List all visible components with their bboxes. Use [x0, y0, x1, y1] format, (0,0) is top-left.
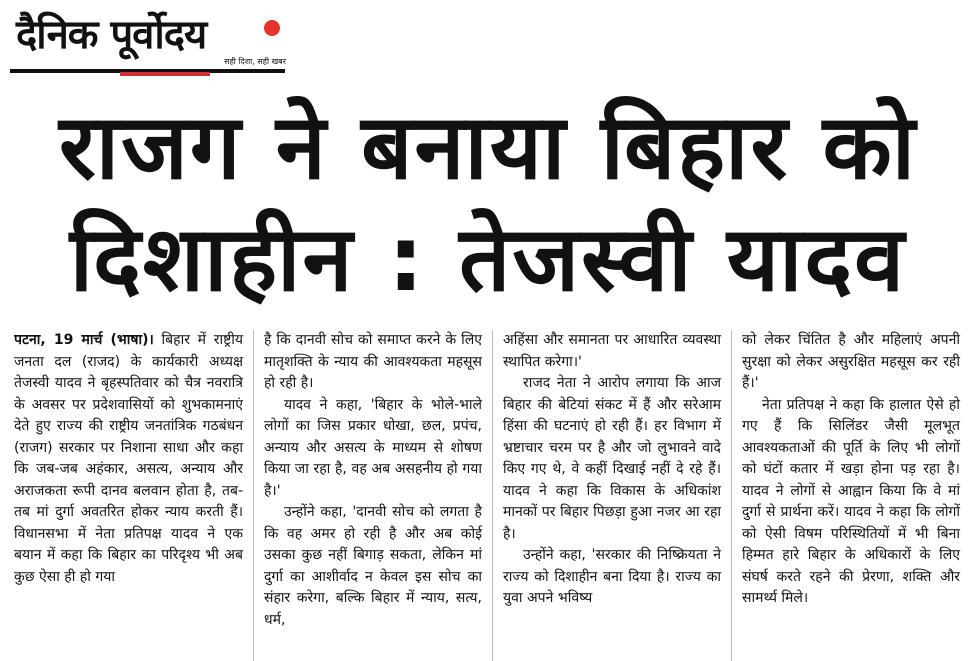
article-column-1 — [14, 330, 253, 661]
dateline: पटना, 19 मार्च (भाषा)। — [14, 332, 154, 348]
article-paragraph: अहिंसा और समानता पर आधारित व्यवस्था स्थापित करेगा।' — [503, 332, 721, 370]
masthead-accent-rule — [120, 72, 210, 76]
article-column-3 — [492, 330, 731, 661]
article-headline — [0, 92, 976, 316]
paragraph-text: बिहार में राष्ट्रीय जनता दल (राजद) के कार्यकारी अध्यक्ष तेजस्वी यादव ने बृहस्पतिवार को चैत्र नवरात्रि के अवसर पर प्रदेशवासियों को शुभकामनाएं देते हुए राज्य की राष्ट्रीय जनतांत्रिक गठबंधन (राजग) सरकार पर निशाना साधा और कहा कि जब-जब अहंकार, असत्य, अन्याय और अराजकता रूपी दानव बलवान होता है, तब-तब मां दुर्गा अवतरित होकर न्याय करती हैं। विधानसभा में नेता प्रतिपक्ष यादव ने एक बयान में कहा कि बिहार का परिदृश्य भी अब कुछ ऐसा ही हो गया — [14, 332, 243, 585]
article-column-4 — [731, 330, 970, 661]
headline-line-2: दिशाहीन : तेजस्वी यादव — [69, 207, 907, 312]
newspaper-logo: दैनिक पूर्वोदय — [16, 12, 207, 58]
article-body — [14, 330, 970, 661]
article-paragraph: नेता प्रतिपक्ष ने कहा कि हालात ऐसे हो गए हैं कि सिलिंडर जैसी मूलभूत आवश्यकताओं की पूर्ति के लिए भी लोगों को घंटों कतार में खड़ा होना पड़ रहा है। यादव ने लोगों से आह्वान किया कि वे मां दुर्गा से प्रार्थना करें। यादव ने कहा कि लोगों को ऐसी विषम परिस्थितियों में भी बिना हिम्मत हारे बिहार के अधिकारों के लिए संघर्ष करते रहने की प्रेरणा, शक्ति और सामर्थ्य मिले। — [742, 396, 960, 606]
newspaper-tagline: सही दिशा, सही खबर — [224, 57, 286, 66]
article-paragraph: यादव ने कहा, 'बिहार के भोले-भाले लोगों का जिस प्रकार धोखा, छल, प्रपंच, अन्याय और असत्य के माध्यम से शोषण किया जा रहा है, वह अब असहनीय हो गया है।' — [264, 396, 482, 499]
article-paragraph: राजद नेता ने आरोप लगाया कि आज बिहार की बेटियां संकट में हैं और सरेआम हिंसा की घटनाएं हो रही हैं। हर विभाग में भ्रष्टाचार चरम पर है और जो लुभावने वादे किए गए थे, वे कहीं दिखाई नहीं दे रहे हैं। यादव ने कहा कि विकास के अधिकांश मानकों पर बिहार पिछड़ा हुआ नजर आ रहा है। — [503, 375, 721, 542]
logo-red-dot-icon — [262, 18, 282, 38]
article-paragraph: है कि दानवी सोच को समाप्त करने के लिए मातृशक्ति के न्याय की आवश्यकता महसूस हो रही है। — [264, 332, 482, 391]
masthead — [10, 6, 290, 76]
article-paragraph: को लेकर चिंतित है और महिलाएं अपनी सुरक्षा को लेकर असुरक्षित महसूस कर रही हैं।' — [742, 332, 960, 391]
article-paragraph — [14, 330, 243, 588]
article-column-2 — [253, 330, 492, 661]
article-paragraph: उन्होंने कहा, 'सरकार की निष्क्रियता ने राज्य को दिशाहीन बना दिया है। राज्य का युवा अपने भविष्य — [503, 547, 721, 606]
article-paragraph: उन्होंने कहा, 'दानवी सोच को लगता है कि वह अमर हो रही है और अब कोई उसका कुछ नहीं बिगाड़ सकता, लेकिन मां दुर्गा का आशीर्वाद न केवल इस सोच का संहार करेगा, बल्कि बिहार में न्याय, सत्य, धर्म, — [264, 504, 482, 628]
headline-line-1: राजग ने बनाया बिहार को — [58, 95, 918, 200]
